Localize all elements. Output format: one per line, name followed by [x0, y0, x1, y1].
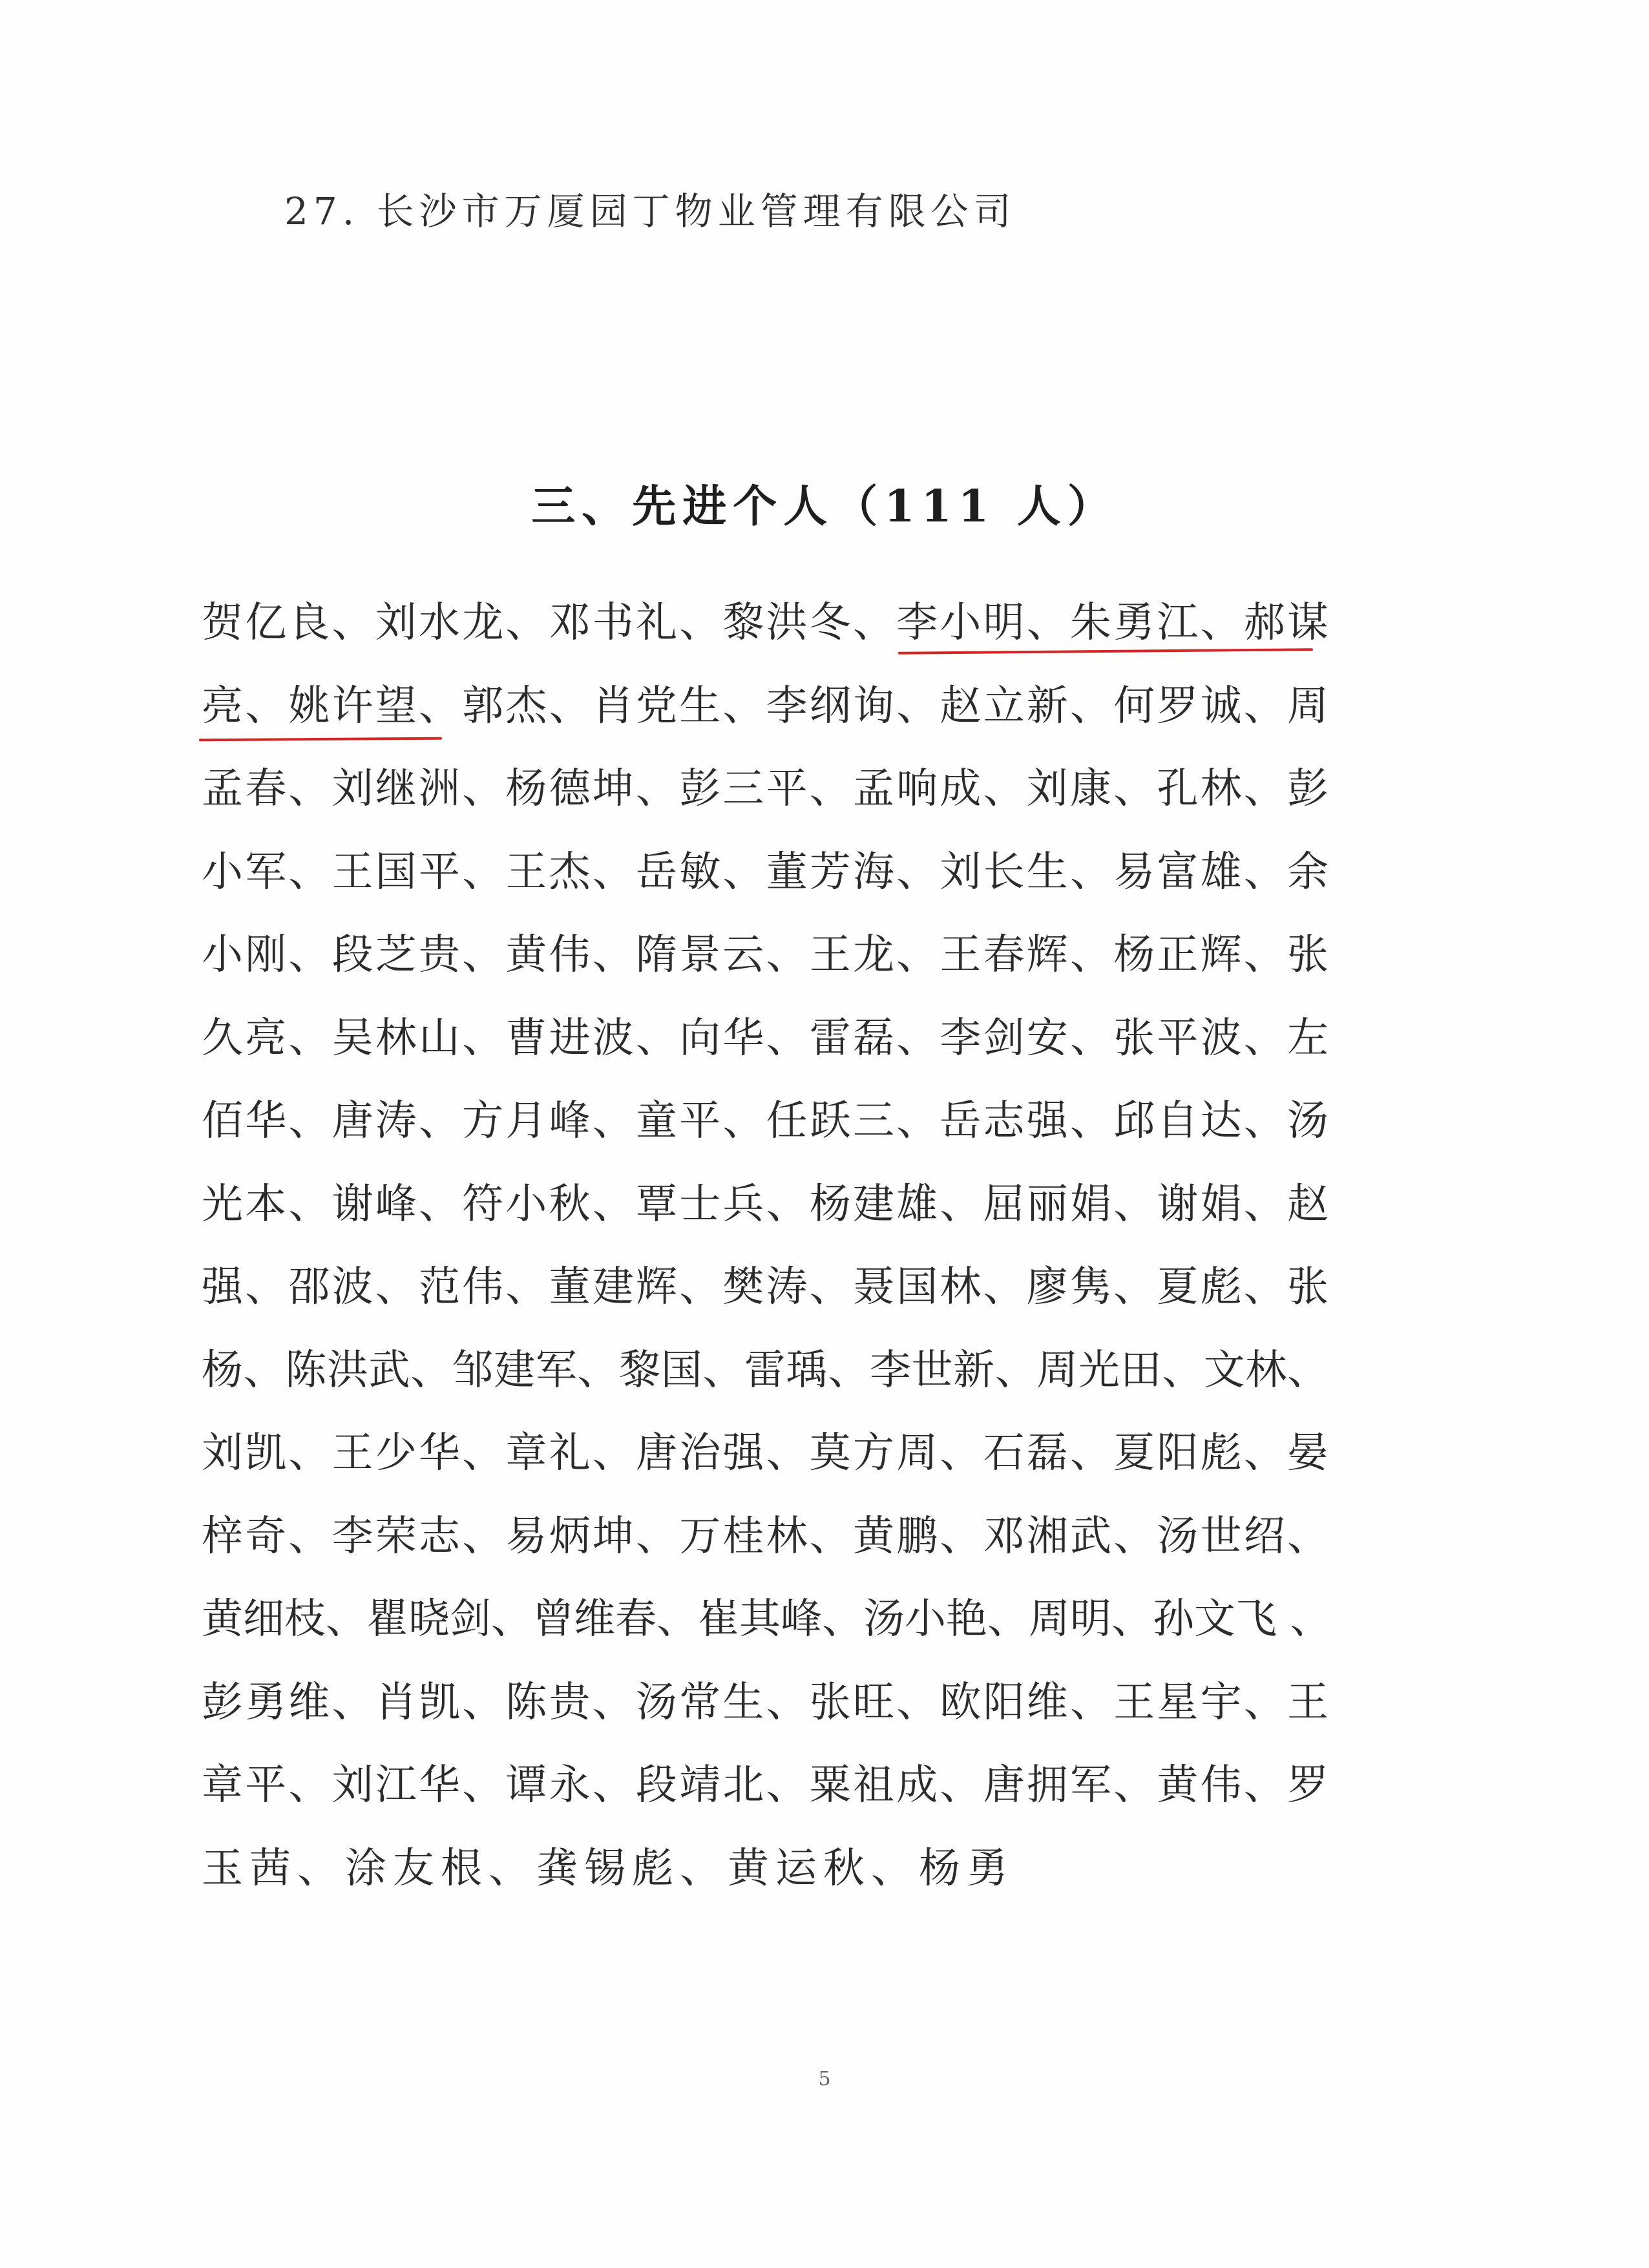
company-list-item: 27. 长沙市万厦园丁物业管理有限公司 — [284, 189, 1016, 233]
name-line: 孟春、刘继洲、杨德坤、彭三平、孟响成、刘康、孔林、彭 — [202, 765, 1329, 813]
name-line: 佰华、唐涛、方月峰、童平、任跃三、岳志强、邱自达、汤 — [202, 1097, 1329, 1145]
name-line: 光本、谢峰、符小秋、覃士兵、杨建雄、屈丽娟、谢娟、赵 — [202, 1180, 1329, 1228]
name-line: 刘凯、王少华、章礼、唐治强、莫方周、石磊、夏阳彪、晏 — [202, 1429, 1329, 1477]
name-line: 彭勇维、肖凯、陈贵、汤常生、张旺、欧阳维、王星宇、王 — [202, 1678, 1329, 1727]
section-heading: 三、先进个人（111 人） — [531, 481, 1118, 532]
name-line: 久亮、吴林山、曹进波、向华、雷磊、李剑安、张平波、左 — [202, 1014, 1329, 1062]
name-line: 玉茜、涂友根、龚锡彪、黄运秋、杨勇 — [202, 1844, 1014, 1893]
advanced-individuals-list — [202, 582, 1332, 1910]
name-line: 小军、王国平、王杰、岳敏、董芳海、刘长生、易富雄、余 — [202, 848, 1329, 896]
name-line: 贺亿良、刘水龙、邓书礼、黎洪冬、李小明、朱勇江、郝谋 — [202, 599, 1329, 647]
name-line: 黄细枝、瞿晓剑、曾维春、崔其峰、汤小艳、周明、孙文飞 、 — [202, 1595, 1332, 1643]
page-number: 5 — [818, 2068, 831, 2090]
name-line: 小刚、段芝贵、黄伟、隋景云、王龙、王春辉、杨正辉、张 — [202, 931, 1329, 979]
name-line: 杨、陈洪武、邹建军、黎国、雷瑀、李世新、周光田、文林、 — [202, 1346, 1329, 1394]
name-line: 亮、姚许望、郭杰、肖党生、李纲询、赵立新、何罗诚、周 — [202, 682, 1329, 730]
name-line: 强、邵波、范伟、董建辉、樊涛、聂国林、廖隽、夏彪、张 — [202, 1263, 1329, 1311]
name-line: 章平、刘江华、谭永、段靖北、粟祖成、唐拥军、黄伟、罗 — [202, 1761, 1329, 1809]
name-line: 梓奇、李荣志、易炳坤、万桂林、黄鹏、邓湘武、汤世绍、 — [202, 1512, 1329, 1560]
